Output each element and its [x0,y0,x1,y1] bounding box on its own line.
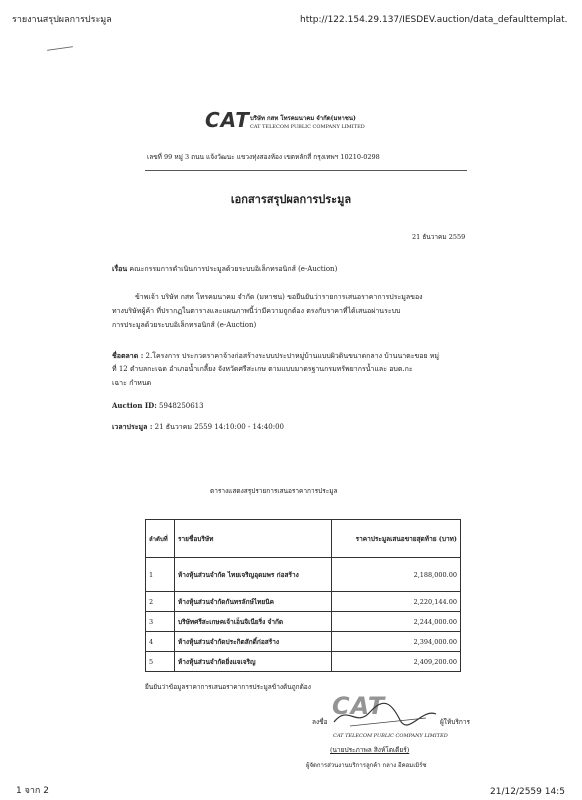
header-price: ราคาประมูลเสนอขายสุดท้าย (บาท) [332,520,461,558]
row-seq: 1 [146,558,175,592]
row-price: 2,409,200.00 [332,652,461,672]
table-row [146,592,461,612]
printed-timestamp: 21/12/2559 14:5 [490,787,565,797]
row-price: 2,220,144.00 [332,592,461,612]
market-line-3: เฉาะ กำหนด [112,379,152,387]
header-seq: ลำดับที่ [146,520,175,558]
company-address: เลขที่ 99 หมู่ 3 ถนน แจ้งวัฒนะ แขวงทุ่งสองห้อง เขตหลักสี่ กรุงเทพฯ 10210-0298 [147,153,380,161]
confirm-text: ยืนยันว่าข้อมูลราคาการเสนอราคาการประมูลข้างต้นถูกต้อง [145,683,311,691]
row-seq: 4 [146,632,175,652]
auction-id-label: Auction ID: [112,401,157,410]
signer-position: ผู้จัดการส่วนงานบริการลูกค้า กลาง อีคอมเมิร์ซ [306,762,427,769]
company-name-en: CAT TELECOM PUBLIC COMPANY LIMITED [250,124,365,130]
handwritten-signature [330,700,440,730]
row-price: 2,244,000.00 [332,612,461,632]
row-company: ห้างหุ้นส่วนจำกัดยิ่งแจเจริญ [175,652,332,672]
row-company: ห้างหุ้นส่วนจำกัด ไทยเจริญอุดมพร ก่อสร้าง [175,558,332,592]
row-company: ห้างหุ้นส่วนจำกัดกันทรลักษ์ไทยนิค [175,592,332,612]
market-label: ชื่อตลาด : [112,351,144,360]
auction-id-value: 5948250613 [159,402,204,410]
document-title: เอกสารสรุปผลการประมูล [230,193,352,206]
auction-time-line [112,420,284,434]
auction-time-value: 21 ธันวาคม 2559 14:10:00 - 14:40:00 [154,423,284,431]
print-url: http://122.154.29.137/IESDEV.auction/data_defaulttemplat. [300,15,568,25]
subject-line [112,262,337,276]
auction-id-line [112,399,204,413]
company-stamp: CAT [332,692,386,720]
stamp-caption: CAT TELECOM PUBLIC COMPANY LIMITED [333,733,448,739]
paragraph-line-2: ทางบริษัทผู้ค้า ที่ปรากฏในตารางและแผนภาพนี้ว่ามีความถูกต้อง ตรงกับราคาที่ได้เสนอผ่านระบบ [112,307,401,315]
table-row [146,652,461,672]
market-line-2: ที่ 12 ตำบลกะเฉด อำเภอน้ำเกลี้ยง จังหวัดศรีสะเกษ ตามแบบมาตรฐานกรมทรัพยากรน้ำและ อบต.กะ [112,365,413,373]
sign-prefix: ลงชื่อ [312,718,328,726]
row-seq: 5 [146,652,175,672]
row-company: บริษัทศรีสะเกษคเจ้าเอ็นจิเนียริ่ง จำกัด [175,612,332,632]
cat-logo-text: CAT [205,108,250,132]
market-text-1: 2.โครงการ ประกวดราคาจ้างก่อสร้างระบบประปาหมู่บ้านแบบผิวดินขนาดกลาง บ้านนาตะขอย หมู่ [145,352,440,360]
table-row [146,612,461,632]
page-indicator: 1 จาก 2 [16,786,49,796]
company-name-th: บริษัท กสท โทรคมนาคม จำกัด(มหาชน) [250,115,356,122]
row-seq: 2 [146,592,175,612]
paragraph-line-1: ข้าพเจ้า บริษัท กสท โทรคมนาคม จำกัด (มหาชน) ขอยืนยันว่ารายการเสนอราคาการประมูลของ [135,293,423,301]
pen-mark [47,46,73,51]
signer-name: (นายประภาพล สิงห์โตเดียร์) [330,746,410,754]
row-price: 2,188,000.00 [332,558,461,592]
subject-text: คณะกรรมการดำเนินการประมูลด้วยระบบอิเล็กทรอนิกส์ (e-Auction) [129,265,338,273]
results-table [145,519,461,672]
row-price: 2,394,000.00 [332,632,461,652]
letterhead-divider [145,170,467,171]
auction-time-label: เวลาประมูล : [112,422,153,431]
document-date: 21 ธันวาคม 2559 [412,233,466,241]
row-company: ห้างหุ้นส่วนจำกัดประกิตสักดิ์ก่อสร้าง [175,632,332,652]
table-caption: ตารางแสดงสรุปรายการเสนอราคาการประมูล [210,487,338,495]
market-line-1 [112,349,439,363]
table-header-row [146,520,461,558]
letterhead-logo [205,108,250,132]
subject-label: เรื่อน [112,264,128,273]
table-row [146,558,461,592]
sign-suffix: ผู้ให้บริการ [440,718,470,726]
table-row [146,632,461,652]
print-page-title: รายงานสรุปผลการประมูล [12,15,112,25]
row-seq: 3 [146,612,175,632]
paragraph-line-3: การประมูลด้วยระบบอิเล็กทรอนิกส์ (e-Auction) [112,321,257,329]
header-company: รายชื่อบริษัท [175,520,332,558]
